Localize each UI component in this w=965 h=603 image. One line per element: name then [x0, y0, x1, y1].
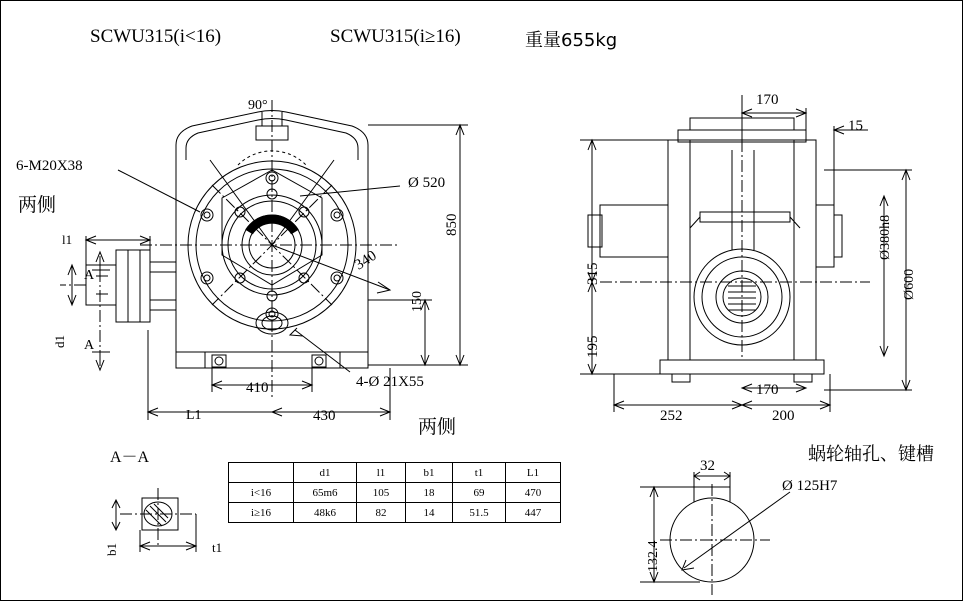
title-left: SCWU315(i<16) [90, 26, 222, 47]
cell-L1-2: 447 [506, 503, 561, 523]
cell-b1-2: 14 [406, 503, 453, 523]
dim-340-label: 340 [352, 247, 380, 274]
dim-d1-label: d1 [52, 335, 67, 348]
both-sides-label-1: 两侧 [18, 194, 57, 216]
th-b1: b1 [406, 463, 453, 483]
table-row [229, 503, 561, 523]
dim-l1-label: l1 [62, 232, 73, 247]
dim-430-label: 430 [313, 408, 336, 424]
dim-315-label: 315 [585, 262, 601, 285]
section-b1-label: b1 [104, 543, 119, 556]
bore-dim-125h7-label: Ø 125H7 [782, 478, 838, 494]
section-mark-a-bottom: A [84, 338, 95, 353]
dim-850-label: 850 [444, 213, 460, 236]
th-l1: l1 [357, 463, 406, 483]
cell-d1-1: 65m6 [294, 483, 357, 503]
dia-520-label: Ø 520 [408, 175, 446, 191]
dim-150-label: 150 [410, 291, 425, 312]
dim-252-label: 252 [660, 408, 683, 424]
section-mark-a-top: A [84, 268, 95, 283]
dim-170-bottom-label: 170 [756, 382, 779, 398]
th-d1: d1 [294, 463, 357, 483]
table-header-row [229, 463, 561, 483]
both-sides-label-2: 两侧 [418, 416, 457, 438]
angle-90-label: 90° [248, 98, 268, 113]
th-t1: t1 [453, 463, 506, 483]
cell-b1-1: 18 [406, 483, 453, 503]
cell-ratio-2: i≥16 [229, 503, 294, 523]
dim-170-top-label: 170 [756, 92, 779, 108]
cell-l1-1: 105 [357, 483, 406, 503]
bolt-note-label: 6-M20X38 [16, 158, 83, 174]
dim-15-label: 15 [848, 118, 863, 134]
bore-view-title: 蜗轮轴孔、键槽 [808, 444, 934, 465]
th-L1: L1 [506, 463, 561, 483]
cell-t1-1: 69 [453, 483, 506, 503]
bore-dim-132-label: 132.4 [646, 540, 661, 572]
cell-l1-2: 82 [357, 503, 406, 523]
bore-dim-32-label: 32 [700, 458, 715, 474]
table-row [229, 483, 561, 503]
spec-table [228, 462, 561, 523]
cell-t1-2: 51.5 [453, 503, 506, 523]
section-t1-label: t1 [212, 540, 223, 555]
cell-L1-1: 470 [506, 483, 561, 503]
cell-ratio-1: i<16 [229, 483, 294, 503]
title-mid: SCWU315(i≥16) [330, 26, 461, 47]
dim-600-label: Ø600 [902, 268, 917, 300]
dim-380h8-label: Ø380h8 [878, 214, 893, 260]
dim-L1-label: L1 [186, 408, 202, 423]
hole-note-label: 4-Ø 21X55 [356, 374, 424, 390]
dim-200-label: 200 [772, 408, 795, 424]
weight-label: 重量655kg [525, 30, 618, 51]
th-blank [229, 463, 294, 483]
dim-410-label: 410 [246, 380, 269, 396]
cell-d1-2: 48k6 [294, 503, 357, 523]
section-aa-label: A－A [110, 449, 150, 466]
dim-195-label: 195 [585, 335, 601, 358]
